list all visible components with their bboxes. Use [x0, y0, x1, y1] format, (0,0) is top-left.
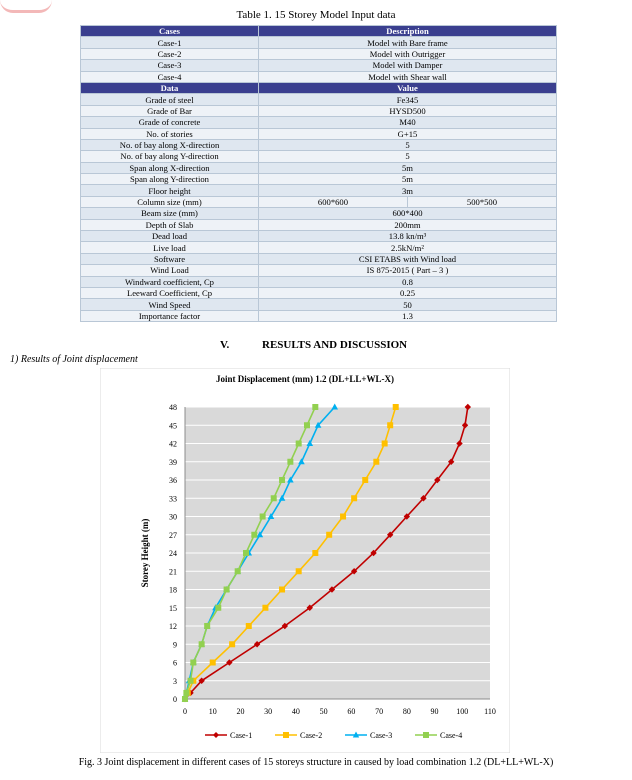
table-cell-label: No. of bay along Y-direction [81, 151, 259, 162]
table-cell-label: Depth of Slab [81, 219, 259, 230]
data-point-case-2 [373, 459, 379, 465]
y-tick-label: 48 [169, 403, 177, 412]
table-cell-value: Model with Outrigger [259, 48, 557, 59]
table-row [81, 231, 557, 242]
table-cell-value: CSI ETABS with Wind load [259, 253, 557, 264]
data-point-case-2 [296, 568, 302, 574]
table-row [81, 208, 557, 219]
y-tick-label: 21 [169, 567, 177, 577]
table-cell-label: Importance factor [81, 310, 259, 321]
legend-label: Case-4 [440, 731, 463, 740]
table-cell-label: Span along X-direction [81, 162, 259, 173]
data-point-case-4 [235, 568, 241, 574]
table-row [81, 117, 557, 128]
data-point-case-4 [204, 623, 210, 629]
table-cell-value: 2.5kN/m² [259, 242, 557, 253]
data-point-case-4 [312, 404, 318, 410]
data-point-case-2 [312, 550, 318, 556]
table-cell-value: 0.8 [259, 276, 557, 287]
data-point-case-2 [262, 605, 268, 611]
chart-title: Joint Displacement (mm) 1.2 (DL+LL+WL-X) [216, 374, 394, 384]
data-point-case-2 [326, 532, 332, 538]
table-cell-value: 0.25 [259, 287, 557, 298]
section-title: RESULTS AND DISCUSSION [262, 339, 408, 351]
y-tick-label: 18 [169, 585, 177, 595]
table-cell-label: Grade of concrete [81, 117, 259, 128]
x-tick-label: 100 [456, 707, 469, 716]
table-cell-value: M40 [259, 117, 557, 128]
y-tick-label: 27 [169, 530, 177, 540]
data-point-case-4 [271, 495, 277, 501]
table-cell-label: Live load [81, 242, 259, 253]
table-cell-value: 5 [259, 151, 557, 162]
data-point-case-2 [382, 441, 388, 447]
table-row [81, 128, 557, 139]
data-point-case-4 [199, 641, 205, 647]
y-tick-label: 42 [169, 439, 177, 449]
table-row [81, 60, 557, 71]
data-point-case-2 [279, 587, 285, 593]
table-cell-value: 500*500 [407, 196, 556, 207]
table-cell-label: Floor height [81, 185, 259, 196]
table-row [81, 105, 557, 116]
table-row [81, 242, 557, 253]
table-cell-value: 1.3 [259, 310, 557, 321]
table-header-cell: Cases [81, 26, 259, 37]
table-header-cell: Description [259, 26, 557, 37]
table-cell-label: Dead load [81, 231, 259, 242]
data-point-case-4 [215, 605, 221, 611]
y-tick-label: 36 [169, 476, 177, 485]
table-row [81, 265, 557, 276]
table-title: Table 1. 15 Storey Model Input data [236, 9, 396, 21]
legend-marker [423, 732, 429, 738]
table-cell-value: G+15 [259, 128, 557, 139]
data-point-case-4 [304, 422, 310, 428]
y-tick-label: 9 [173, 640, 177, 650]
data-point-case-4 [279, 477, 285, 483]
y-axis-label: Storey Height (m) [140, 518, 150, 588]
section-number: V. [220, 339, 230, 351]
table-cell-label: Wind Speed [81, 299, 259, 310]
table-cell-label: Span along Y-direction [81, 174, 259, 185]
y-tick-label: 15 [169, 603, 177, 613]
table-row [81, 310, 557, 321]
y-tick-label: 45 [169, 421, 177, 431]
table-cell-label: Windward coefficient, Cp [81, 276, 259, 287]
table-header-row [81, 82, 557, 93]
table-cell-label: Software [81, 253, 259, 264]
joint-displacement-chart [100, 368, 510, 753]
table-cell-value: 600*400 [259, 208, 557, 219]
table-cell-label: Grade of Bar [81, 105, 259, 116]
x-tick-label: 60 [347, 707, 356, 716]
x-tick-label: 10 [208, 707, 217, 716]
table-cell-label: Case-1 [81, 37, 259, 48]
data-point-case-2 [387, 422, 393, 428]
data-point-case-4 [224, 587, 230, 593]
data-point-case-4 [182, 696, 188, 702]
table-row [81, 253, 557, 264]
table-row [81, 71, 557, 82]
data-point-case-2 [393, 404, 399, 410]
data-point-case-2 [210, 660, 216, 666]
table-header-cell: Value [259, 82, 557, 93]
table-cell-value: 5 [259, 139, 557, 150]
data-point-case-4 [190, 660, 196, 666]
data-point-case-4 [287, 459, 293, 465]
table-row [81, 174, 557, 185]
table-row [81, 151, 557, 162]
y-tick-label: 24 [169, 549, 177, 558]
input-data-table [80, 25, 557, 322]
x-tick-label: 50 [319, 707, 328, 716]
legend-label: Case-1 [230, 731, 253, 740]
y-tick-label: 3 [173, 676, 177, 686]
data-point-case-4 [251, 532, 257, 538]
table-cell-value: HYSD500 [259, 105, 557, 116]
table-row [81, 287, 557, 298]
legend-label: Case-3 [370, 731, 393, 740]
x-tick-label: 30 [264, 707, 273, 716]
y-tick-label: 0 [173, 695, 177, 704]
data-point-case-2 [362, 477, 368, 483]
data-point-case-2 [351, 495, 357, 501]
data-point-case-4 [296, 441, 302, 447]
table-row [81, 219, 557, 230]
table-row [81, 37, 557, 48]
table-cell-value: 13.8 kn/m³ [259, 231, 557, 242]
y-tick-label: 33 [169, 494, 177, 504]
table-cell-label: No. of stories [81, 128, 259, 139]
legend-label: Case-2 [300, 731, 323, 740]
x-tick-label: 80 [402, 707, 411, 716]
table-row [81, 276, 557, 287]
subsection-heading: 1) Results of Joint displacement [10, 354, 138, 365]
data-point-case-2 [229, 641, 235, 647]
y-tick-label: 30 [169, 512, 177, 522]
table-cell-value: 600*600 [259, 196, 408, 207]
x-tick-label: 70 [375, 707, 384, 716]
table-cell-value: Fe345 [259, 94, 557, 105]
table-cell-label: Case-4 [81, 71, 259, 82]
data-point-case-4 [243, 550, 249, 556]
table-cell-label: No. of bay along X-direction [81, 139, 259, 150]
data-point-case-4 [183, 690, 189, 696]
legend-marker [283, 732, 289, 738]
x-tick-label: 90 [430, 707, 439, 716]
table-row [81, 48, 557, 59]
x-tick-label: 0 [183, 707, 187, 716]
table-cell-value: Model with Damper [259, 60, 557, 71]
figure-caption: Fig. 3 Joint displacement in different cases of 15 storeys structure in caused by load combination 1.2 (DL+LL+WL-X) [78, 757, 554, 768]
table-cell-label: Leeward Coefficient, Cp [81, 287, 259, 298]
data-point-case-2 [340, 514, 346, 520]
table-row [81, 196, 557, 207]
table-cell-label: Case-2 [81, 48, 259, 59]
table-row [81, 162, 557, 173]
table-cell-label: Wind Load [81, 265, 259, 276]
table-cell-label: Beam size (mm) [81, 208, 259, 219]
x-tick-label: 20 [236, 707, 245, 716]
table-row [81, 139, 557, 150]
table-cell-label: Case-3 [81, 60, 259, 71]
table-cell-value: Model with Shear wall [259, 71, 557, 82]
table-cell-value: 3m [259, 185, 557, 196]
table-cell-value: 5m [259, 162, 557, 173]
table-cell-value: 200mm [259, 219, 557, 230]
y-tick-label: 6 [173, 658, 177, 668]
table-cell-value: Model with Bare frame [259, 37, 557, 48]
x-tick-label: 40 [291, 707, 300, 716]
y-tick-label: 39 [169, 457, 177, 467]
x-tick-label: 110 [484, 707, 496, 716]
table-row [81, 185, 557, 196]
table-cell-value: 50 [259, 299, 557, 310]
data-point-case-4 [188, 678, 194, 684]
data-point-case-4 [260, 514, 266, 520]
table-row [81, 94, 557, 105]
table-header-row [81, 26, 557, 37]
table-header-cell: Data [81, 82, 259, 93]
y-tick-label: 12 [169, 622, 177, 631]
table-row [81, 299, 557, 310]
table-cell-label: Column size (mm) [81, 196, 259, 207]
table-cell-label: Grade of steel [81, 94, 259, 105]
data-point-case-2 [246, 623, 252, 629]
table-cell-value: 5m [259, 174, 557, 185]
table-cell-value: IS 875-2015 ( Part – 3 ) [259, 265, 557, 276]
